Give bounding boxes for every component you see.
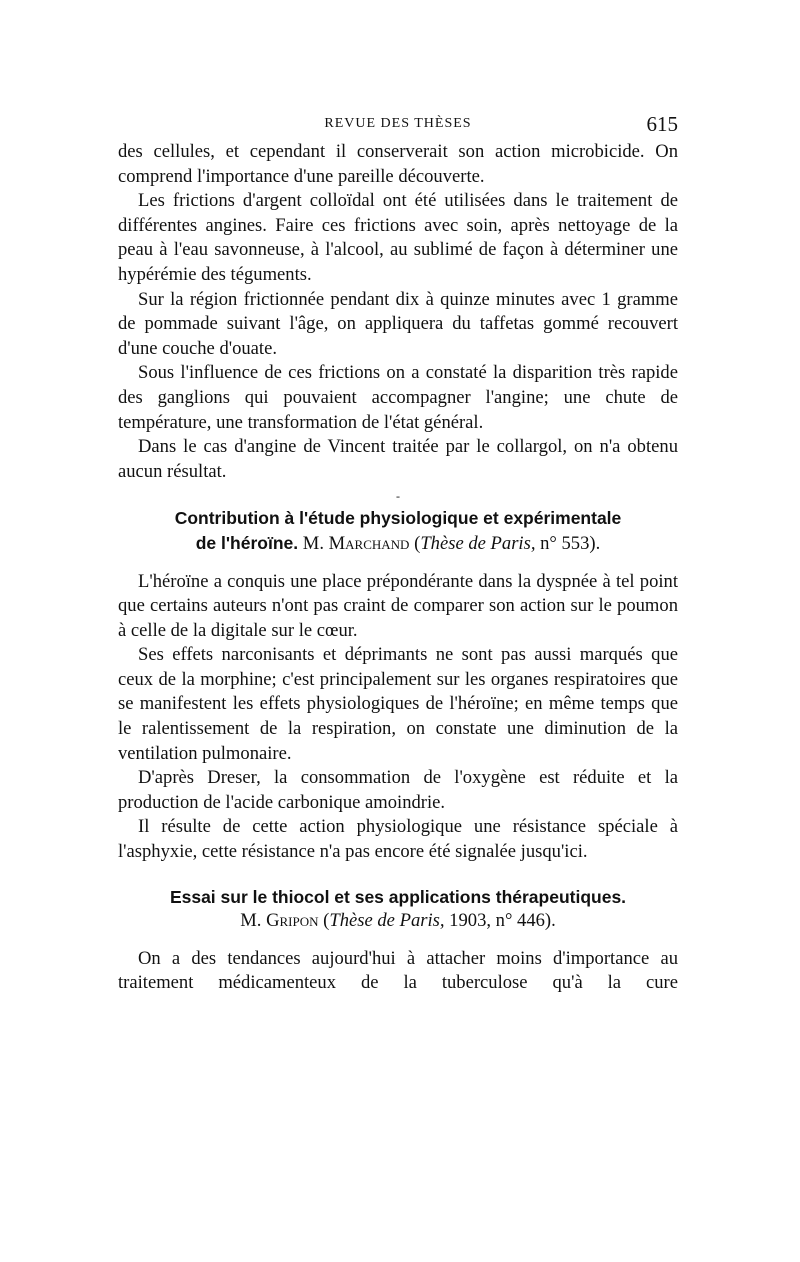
section-heading-2 xyxy=(118,885,678,934)
paragraph: des cellules, et cependant il conserverait son action microbicide. On comprend l'importance d'une pareille découverte. xyxy=(118,141,678,187)
paragraph: Sous l'influence de ces frictions on a constaté la disparition très rapide des ganglions qui pouvaient accompagner l'angine; une chute de température, une transformation de l'état général. xyxy=(118,362,678,433)
paragraph: L'héroïne a conquis une place prépondérante dans la dyspnée à tel point que certains auteurs n'ont pas craint de comparer son action sur le poumon à celle de la digitale sur le cœur. xyxy=(118,570,678,641)
section-separator: - xyxy=(396,489,400,504)
section-byline xyxy=(118,531,678,557)
ref-source: Thèse de Paris, xyxy=(420,532,536,554)
paragraph: D'après Dreser, la consommation de l'oxygène est réduite et la production de l'acide carbonique amoindrie. xyxy=(118,767,678,813)
author-name: Marchand xyxy=(328,532,410,554)
ref-source: Thèse de Paris, xyxy=(329,910,445,932)
section-title: Contribution à l'étude physiologique et expérimentale xyxy=(174,508,622,529)
paragraph: Sur la région frictionnée pendant dix à quinze minutes avec 1 gramme de pommade suivant l'âge, on appliquera du taffetas gommé recouvert d'une couche d'ouate. xyxy=(118,288,678,359)
section-byline xyxy=(118,909,678,934)
paragraph: On a des tendances aujourd'hui à attacher moins d'importance au traitement médicamenteux de la tuberculose qu'à la cure xyxy=(118,947,678,994)
ref-rest: 1903, n° 446). xyxy=(444,910,556,932)
paragraph: Il résulte de cette action physiologique une résistance spéciale à l'asphyxie, cette résistance n'a pas encore été signalée jusqu'ici. xyxy=(118,816,678,863)
page-number: 615 xyxy=(646,112,678,136)
author-name: Gripon xyxy=(266,910,319,932)
author-prefix: M. xyxy=(302,532,324,554)
ref-open: ( xyxy=(323,910,330,932)
paragraph: Les frictions d'argent colloïdal ont été utilisées dans le traitement de différentes angines. Faire ces frictions avec soin, après nettoyage de la peau à l'eau savonneuse, à l'alcool, au sublimé de façon à déterminer une hypérémie des téguments. xyxy=(118,190,678,285)
author-prefix: M. xyxy=(240,910,262,932)
section-title-cont: de l'héroïne. xyxy=(195,532,299,553)
paragraph: Ses effets narconisants et déprimants ne sont pas aussi marqués que ceux de la morphine; c'est principalement sur les organes respiratoires que se manifestent les effets physiologiques de l'héroïne; en même temps que le ralentissement de la respiration, on constate une diminution de la ventilation pulmonaire. xyxy=(118,644,678,764)
ref-rest: n° 553). xyxy=(535,532,601,554)
running-header xyxy=(118,110,678,140)
running-title: REVUE DES THÈSES xyxy=(324,116,472,131)
section-heading-1 xyxy=(118,506,678,556)
ref-open: ( xyxy=(414,532,421,554)
document-page xyxy=(118,110,678,996)
section-title: Essai sur le thiocol et ses applications thérapeutiques. xyxy=(169,886,627,907)
paragraph: Dans le cas d'angine de Vincent traitée par le collargol, on n'a obtenu aucun résultat. xyxy=(118,436,678,482)
